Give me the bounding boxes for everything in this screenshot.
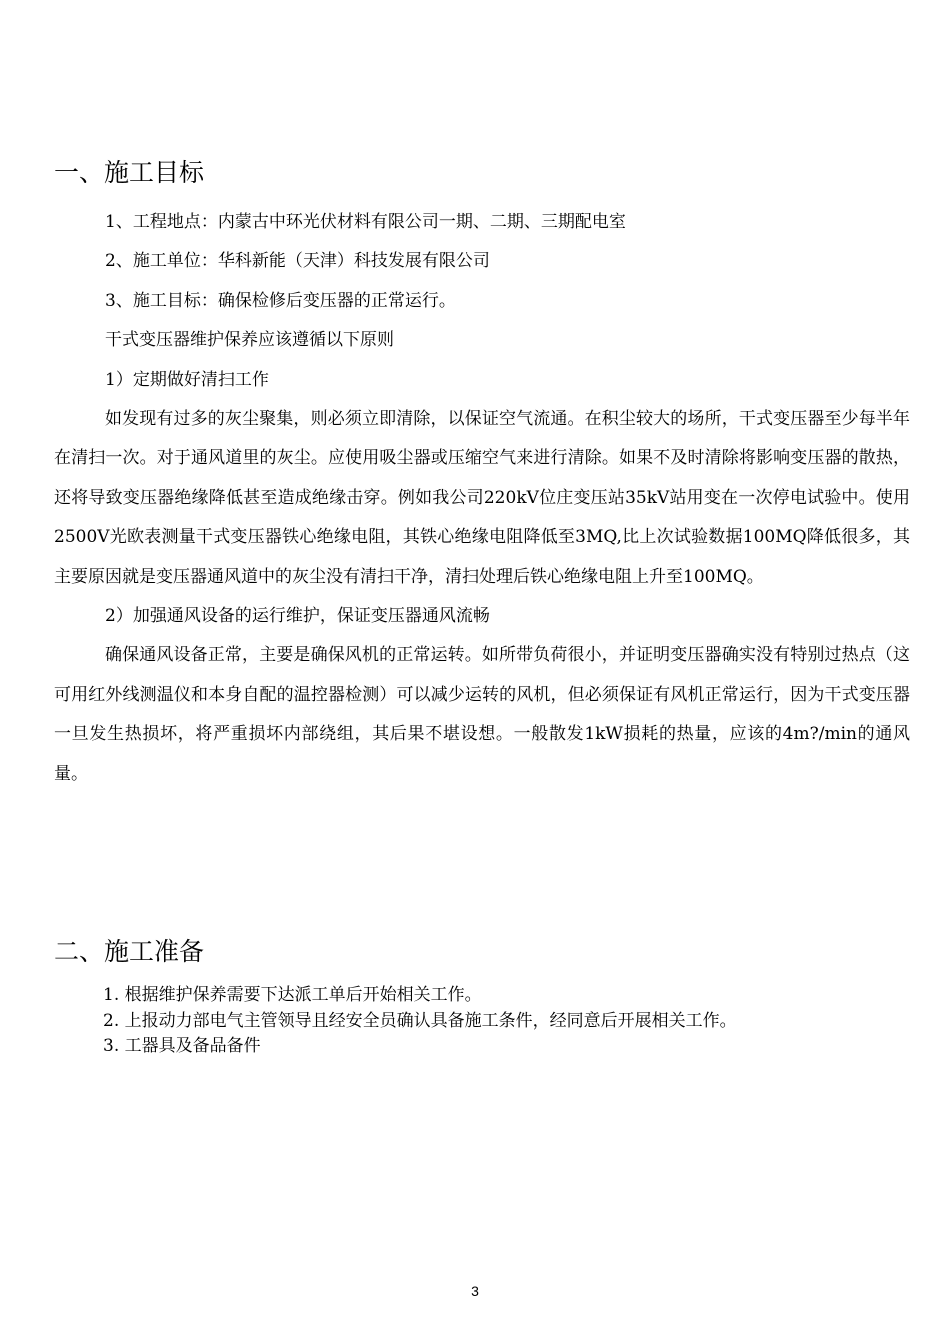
subsection-title-ventilation: 2）加强通风设备的运行维护，保证变压器通风流畅 [105,605,490,626]
section-construction-preparation-list [103,983,903,1060]
construction-unit-line: 2、施工单位：华科新能（天津）科技发展有限公司 [105,251,490,272]
section-heading-construction-goals: 一、施工目标 [54,158,205,187]
section-construction-goals-body [54,203,910,794]
subsection-title-cleaning: 1）定期做好清扫工作 [105,369,269,390]
list-item: 2. 上报动力部电气主管领导且经安全员确认具备施工条件，经同意后开展相关工作。 [103,1010,737,1031]
maintenance-principles-intro: 干式变压器维护保养应该遵循以下原则 [105,330,394,351]
ventilation-paragraph: 确保通风设备正常，主要是确保风机的正常运转。如所带负荷很小，并证明变压器确实没有特别过热点（这可用红外线测温仪和本身自配的温控器检测）可以减少运转的风机，但必须保证有风机正常运行，因为干式变压器一旦发生热损坏，将严重损坏内部绕组，其后果不堪设想。一般散发1kW损耗的热量，应该的4m?/min的通风量。 [54,645,910,784]
list-item: 1. 根据维护保养需要下达派工单后开始相关工作。 [103,985,482,1005]
construction-goal-line: 3、施工目标：确保检修后变压器的正常运行。 [105,290,456,311]
project-location-line: 1、工程地点：内蒙古中环光伏材料有限公司一期、二期、三期配电室 [105,212,626,232]
list-item: 3. 工器具及备品备件 [103,1036,261,1056]
section-heading-construction-preparation: 二、施工准备 [54,937,205,966]
cleaning-paragraph: 如发现有过多的灰尘聚集，则必须立即清除，以保证空气流通。在积尘较大的场所，干式变压器至少每半年在清扫一次。对于通风道里的灰尘。应使用吸尘器或压缩空气来进行清除。如果不及时清除将影响变压器的散热，还将导致变压器绝缘降低甚至造成绝缘击穿。例如我公司220kV位庄变压站35kV站用变在一次停电试验中。使用2500V光欧表测量干式变压器铁心绝缘电阻，其铁心绝缘电阻降低至3MQ,比上次试验数据100MQ降低很多，其主要原因就是变压器通风道中的灰尘没有清扫干净，清扫处理后铁心绝缘电阻上升至100MQ。 [54,408,910,587]
page-number: 3 [471,1283,479,1299]
